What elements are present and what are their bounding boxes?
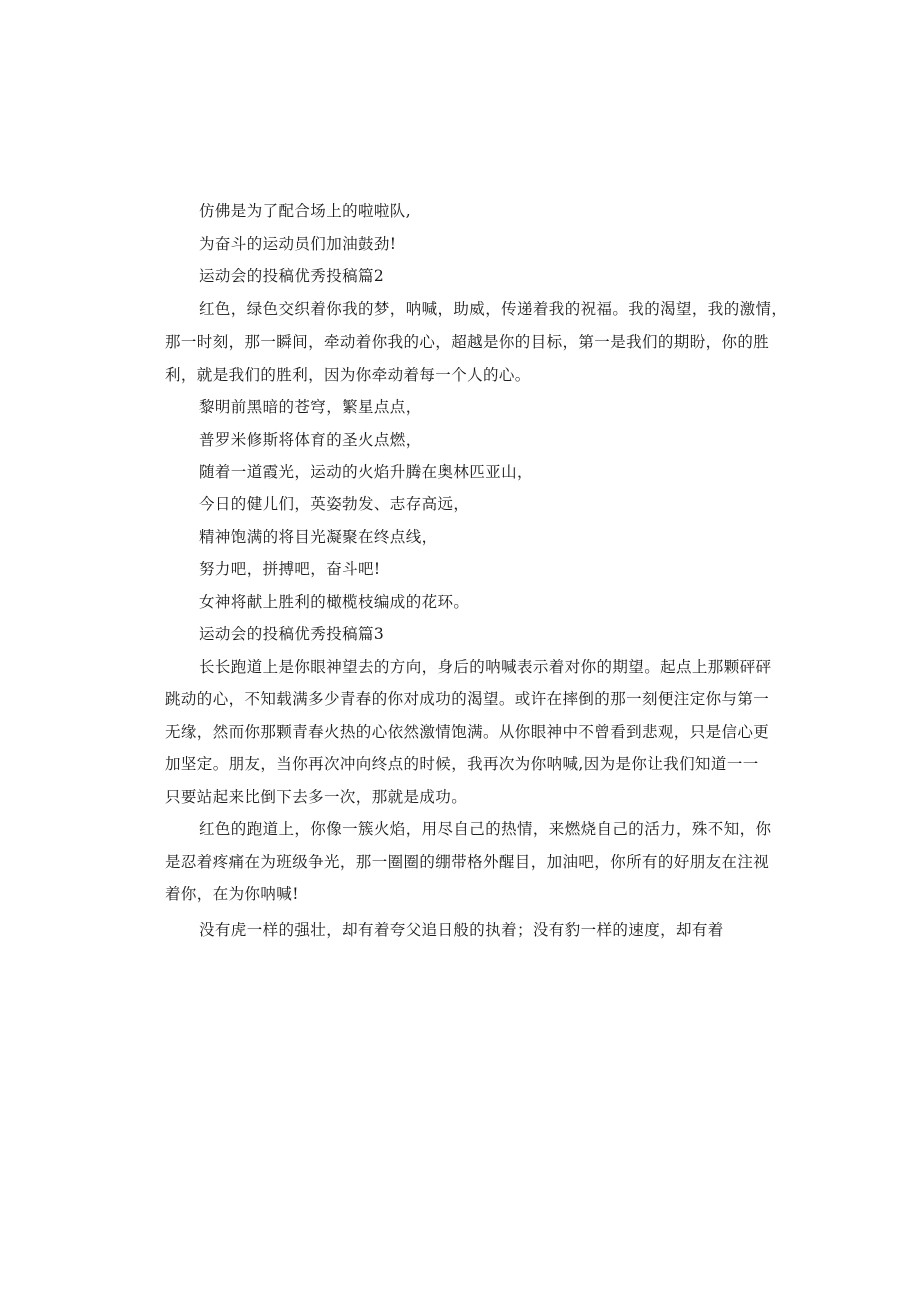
paragraph-line: 加坚定。朋友，当你再次冲向终点的时候，我再次为你呐喊,因为是你让我们知道一一 <box>165 755 759 773</box>
paragraph-line: 只要站起来比倒下去多一次，那就是成功。 <box>165 788 468 806</box>
paragraph-line: 没有虎一样的强壮，却有着夸父追日般的执着；没有豹一样的速度，却有着 <box>199 921 724 939</box>
verse-line: 为奋斗的运动员们加油鼓劲! <box>199 235 397 253</box>
verse-line: 随着一道霞光，运动的火焰升腾在奥林匹亚山， <box>199 463 533 481</box>
paragraph-line: 长长跑道上是你眼神望去的方向，身后的呐喊表示着对你的期望。起点上那颗砰砰 <box>199 658 772 676</box>
verse-line: 仿佛是为了配合场上的啦啦队, <box>199 202 412 220</box>
verse-line: 女神将献上胜利的橄榄枝编成的花环。 <box>199 593 470 611</box>
paragraph-line: 那一时刻，那一瞬间，牵动着你我的心，超越是你的目标，第一是我们的期盼，你的胜 <box>165 333 770 351</box>
paragraph-line: 跳动的心，不知载满多少青春的你对成功的渴望。或许在摔倒的那一刻便注定你与第一 <box>165 690 770 708</box>
paragraph-line: 着你，在为你呐喊! <box>165 885 299 903</box>
paragraph-line: 利，就是我们的胜利，因为你牵动着每一个人的心。 <box>165 366 531 384</box>
verse-line: 今日的健儿们，英姿勃发、志存高远， <box>199 495 470 513</box>
paragraph-line: 无缘，然而你那颗青春火热的心依然激情饱满。从你眼神中不曾看到悲观，只是信心更 <box>165 723 770 741</box>
paragraph-line: 红色，绿色交织着你我的梦，呐喊，助威，传递着我的祝福。我的渴望，我的激情， <box>199 300 788 318</box>
verse-line: 黎明前黑暗的苍穹，繁星点点， <box>199 398 422 416</box>
section-heading: 运动会的投稿优秀投稿篇3 <box>199 625 385 643</box>
paragraph-line: 红色的跑道上，你像一簇火焰，用尽自己的热情，来燃烧自己的活力，殊不知，你 <box>199 820 772 838</box>
verse-line: 普罗米修斯将体育的圣火点燃， <box>199 431 422 449</box>
paragraph-line: 是忍着疼痛在为班级争光，那一圈圈的绷带格外醒目，加油吧，你所有的好朋友在注视 <box>165 853 770 871</box>
verse-line: 努力吧，拼搏吧，奋斗吧! <box>199 560 381 578</box>
section-heading: 运动会的投稿优秀投稿篇2 <box>199 267 385 285</box>
verse-line: 精神饱满的将目光凝聚在终点线， <box>199 528 438 546</box>
